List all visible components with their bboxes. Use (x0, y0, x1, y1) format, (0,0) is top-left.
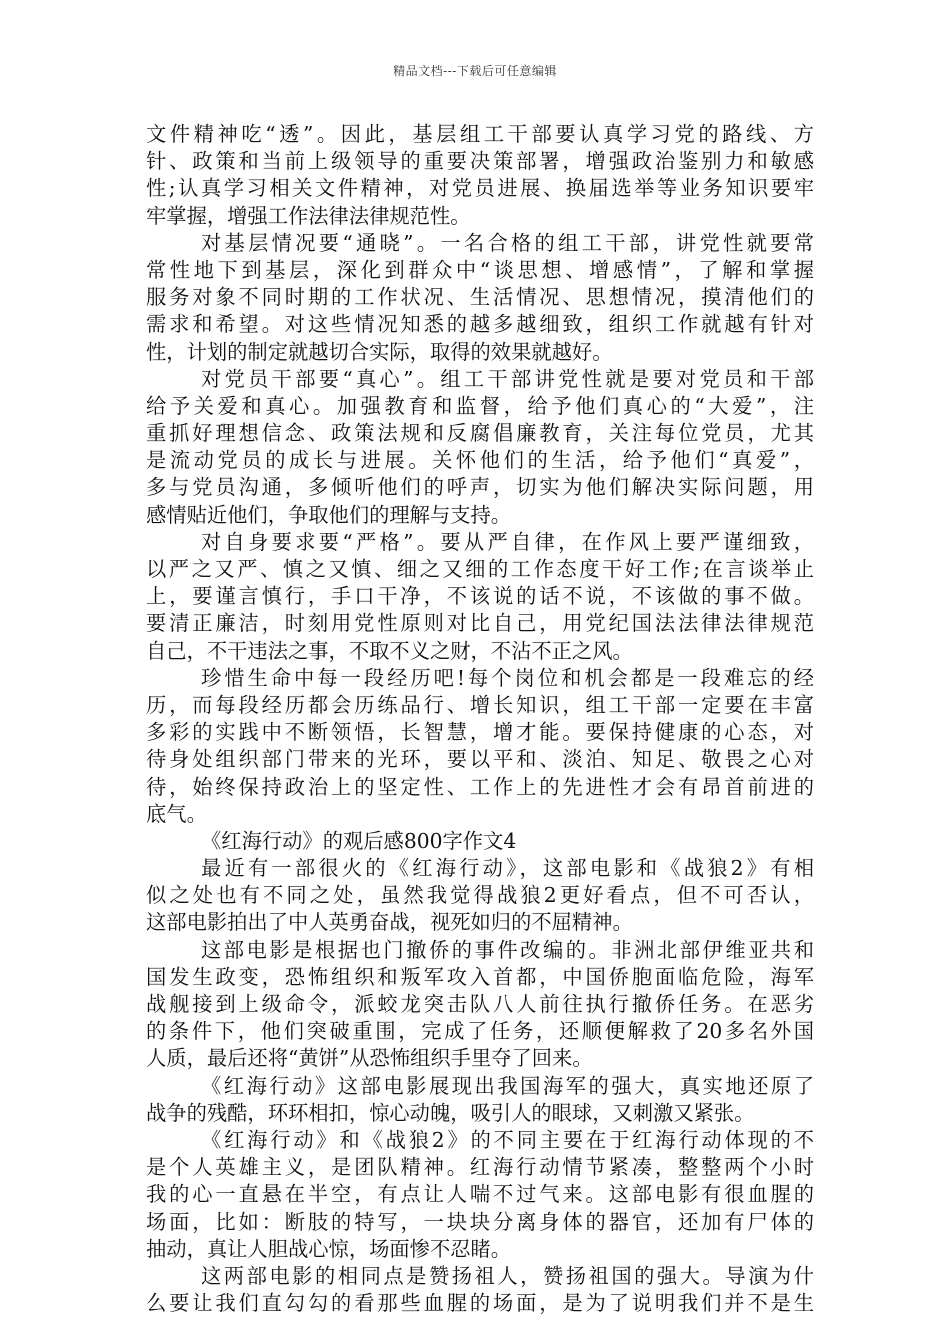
text-line: 性;认真学习相关文件精神，对党员进展、换届选举等业务知识要牢 (146, 176, 814, 201)
document-body (146, 121, 814, 1317)
text-line: 给予关爱和真心。加强教育和监督，给予他们真心的“大爱”，注 (146, 393, 814, 418)
text-line: 战舰接到上级命令，派蛟龙突击队八人前往执行撤侨任务。在恶劣 (146, 992, 814, 1016)
text-line: 这部电影是根据也门撤侨的事件改编的。非洲北部伊维亚共和 (201, 937, 814, 962)
text-line: 战争的残酷，环环相扣，惊心动魄，吸引人的眼球，又刺激又紧张。 (146, 1100, 755, 1125)
text-line: 底气。 (146, 801, 207, 826)
text-line: 服务对象不同时期的工作状况、生活情况、思想情况，摸清他们的 (146, 285, 814, 310)
text-line: 珍惜生命中每一段经历吧!每个岗位和机会都是一段难忘的经 (201, 665, 814, 690)
text-line: 《红海行动》这部电影展现出我国海军的强大，真实地还原了 (201, 1073, 814, 1098)
text-line: 对自身要求要“严格”。要从严自律，在作风上要严谨细致， (201, 529, 814, 554)
text-line: 《红海行动》的观后感800字作文4 (201, 828, 517, 853)
text-line: 待，始终保持政治上的坚定性、工作上的先进性才会有昂首前进的 (146, 774, 814, 799)
text-line: 多彩的实践中不断领悟，长智慧，增才能。要保持健康的心态，对 (146, 720, 814, 745)
text-line: 待身处组织部门带来的光环，要以平和、淡泊、知足、敬畏之心对 (146, 747, 814, 772)
text-line: 是流动党员的成长与进展。关怀他们的生活，给予他们“真爱”， (146, 448, 814, 473)
paragraph (146, 529, 814, 665)
text-line: 是个人英雄主义，是团队精神。红海行动情节紧凑，整整两个小时 (146, 1155, 814, 1180)
text-line: 针、政策和当前上级领导的重要决策部署，增强政治鉴别力和敏感 (146, 149, 814, 174)
paragraph (146, 1073, 814, 1127)
text-line: 对党员干部要“真心”。组工干部讲党性就是要对党员和干部 (201, 366, 814, 391)
section-heading (146, 828, 814, 855)
page-header: 精品文档---下载后可任意编辑 (393, 64, 557, 78)
text-line: 重抓好理想信念、政策法规和反腐倡廉教育，关注每位党员，尤其 (146, 421, 814, 446)
text-line: 似之处也有不同之处，虽然我觉得战狼2更好看点，但不可否认， (146, 883, 814, 908)
text-line: 感情贴近他们，争取他们的理解与支持。 (146, 502, 512, 527)
paragraph (146, 855, 814, 937)
text-line: 常性地下到基层，深化到群众中“谈思想、增感情”，了解和掌握 (146, 257, 814, 282)
text-line: 人质，最后还将“黄饼”从恐怖组织手里夺了回来。 (146, 1046, 593, 1071)
text-line: 文件精神吃“透”。因此，基层组工干部要认真学习党的路线、方 (146, 122, 814, 146)
text-line: 需求和希望。对这些情况知悉的越多越细致，组织工作就越有针对 (146, 312, 814, 337)
paragraph (146, 230, 814, 366)
text-line: 性，计划的制定就越切合实际，取得的效果就越好。 (146, 339, 613, 364)
text-line: 场面，比如：断肢的特写，一块块分离身体的器官，还加有尸体的 (146, 1209, 814, 1234)
text-line: 上，要谨言慎行，手口干净，不该说的话不说，不该做的事不做。 (146, 584, 814, 609)
text-line: 么要让我们直勾勾的看那些血腥的场面，是为了说明我们并不是生 (146, 1291, 814, 1316)
text-line: 多与党员沟通，多倾听他们的呼声，切实为他们解决实际问题，用 (146, 475, 814, 500)
paragraph (146, 937, 814, 1073)
text-line: 我的心一直悬在半空，有点让人喘不过气来。这部电影有很血腥的 (146, 1182, 814, 1207)
text-line: 《红海行动》和《战狼2》的不同主要在于红海行动体现的不 (201, 1127, 814, 1152)
text-line: 最近有一部很火的《红海行动》，这部电影和《战狼2》有相 (201, 856, 814, 881)
text-line: 牢掌握，增强工作法律法律规范性。 (146, 203, 471, 228)
text-line: 的条件下，他们突破重围，完成了任务，还顺便解救了20多名外国 (146, 1019, 814, 1044)
text-line: 国发生政变，恐怖组织和叛军攻入首都，中国侨胞面临危险，海军 (146, 964, 814, 989)
text-line: 对基层情况要“通晓”。一名合格的组工干部，讲党性就要常 (201, 230, 814, 255)
paragraph (146, 1127, 814, 1263)
text-line: 要清正廉洁，时刻用党性原则对比自己，用党纪国法法律法律规范 (146, 611, 814, 636)
paragraph (146, 366, 814, 529)
text-line: 这部电影拍出了中人英勇奋战，视死如归的不屈精神。 (146, 910, 633, 935)
paragraph (146, 665, 814, 828)
text-line: 抽动，真让人胆战心惊，场面惨不忍睹。 (146, 1236, 512, 1261)
paragraph (146, 121, 814, 230)
text-line: 以严之又严、慎之又慎、细之又细的工作态度干好工作;在言谈举止 (146, 557, 814, 581)
text-line: 自己，不干违法之事，不取不义之财，不沾不正之风。 (146, 638, 633, 663)
text-line: 这两部电影的相同点是赞扬祖人，赞扬祖国的强大。导演为什 (201, 1263, 814, 1288)
paragraph (146, 1263, 814, 1317)
text-line: 历，而每段经历都会历练品行、增长知识，组工干部一定要在丰富 (146, 692, 814, 717)
